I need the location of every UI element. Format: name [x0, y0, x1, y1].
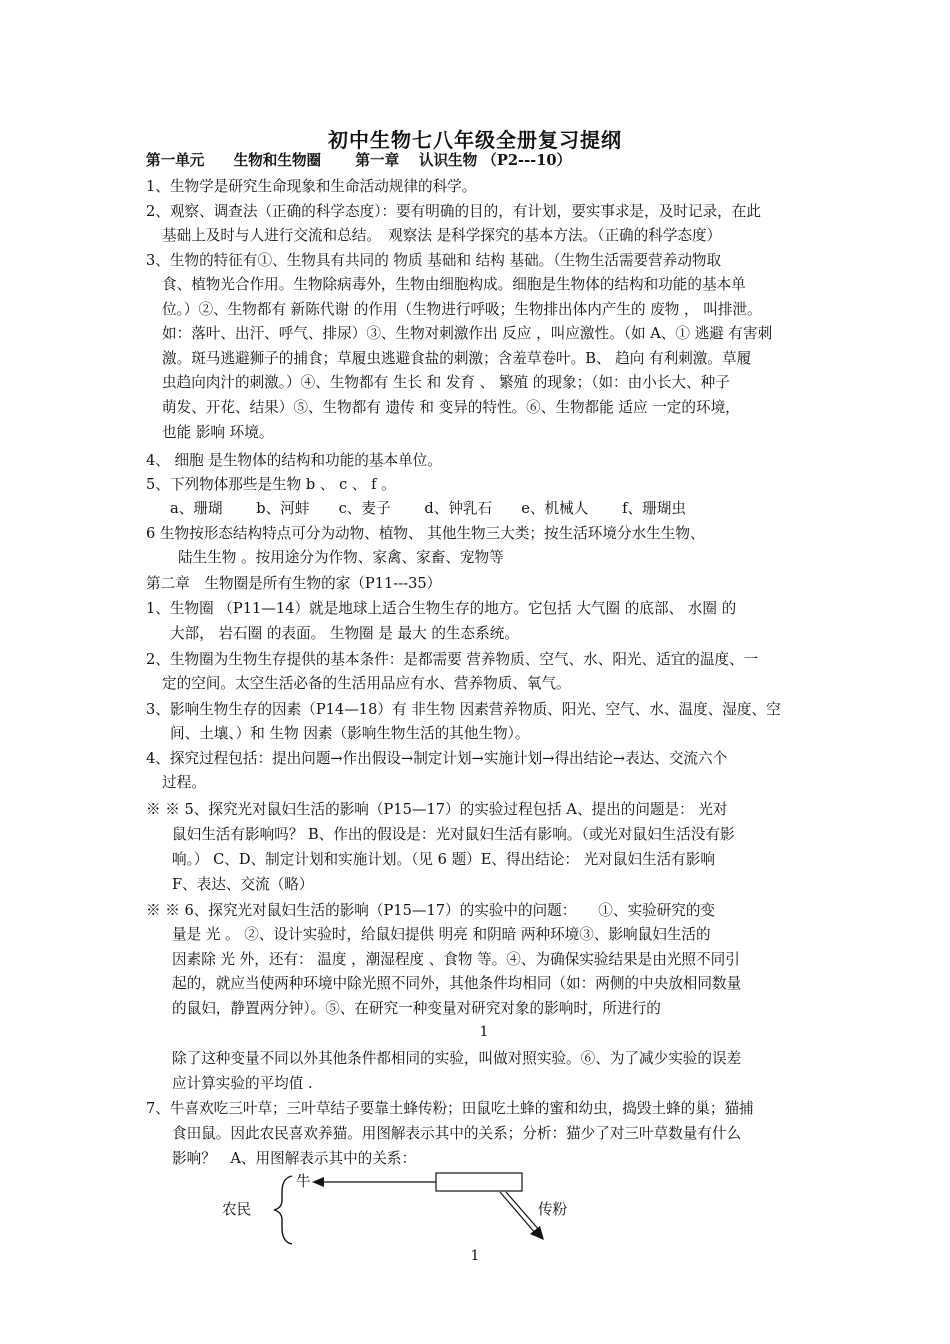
- text-line: 陆生生物 。按用途分为作物、家禽、家畜、宠物等: [178, 549, 504, 566]
- chapter-heading: 第二章 生物圈是所有生物的家（P11---35）: [146, 575, 442, 592]
- text-line: F、表达、交流（略）: [172, 876, 314, 893]
- text-line: 起的，就应当使两种环境中除光照不同外，其他条件均相同（如：两侧的中央放相同数量: [172, 975, 742, 992]
- unit-heading: 第一单元 生物和生物圈 第一章 认识生物 （P2---10）: [146, 152, 572, 169]
- text-line: 食田鼠。因此农民喜欢养猫。用图解表示其中的关系；分析：猫少了对三叶草数量有什么: [172, 1125, 742, 1142]
- document-title: 初中生物七八年级全册复习提纲: [328, 128, 622, 152]
- farmer-label: 农民: [222, 1201, 252, 1218]
- arrow-line: [500, 1192, 536, 1234]
- text-line: 5、下列物体那些是生物 b 、 c 、 f 。: [146, 476, 396, 493]
- text-line: 3、影响生物生存的因素（P14—18）有 非生物 因素营养物质、阳光、空气、水、温度、湿度、空: [146, 701, 781, 718]
- text-line: 1、生物学是研究生命现象和生命活动规律的科学。: [146, 178, 477, 195]
- arrowhead-icon: [312, 1177, 324, 1187]
- text-line: ※ ※ 5、探究光对鼠妇生活的影响（P15—17）的实验过程包括 A、提出的问题是： 光对: [146, 801, 728, 818]
- text-line: ※ ※ 6、探究光对鼠妇生活的影响（P15—17）的实验中的问题： ①、实验研究的变: [146, 902, 716, 919]
- brace-shape: [274, 1176, 292, 1244]
- text-line: 基础上及时与人进行交流和总结。 观察法 是科学探究的基本方法。（正确的科学态度）: [162, 227, 722, 244]
- text-line: 萌发、开花、结果）⑤、生物都有 遗传 和 变异的特性。⑥、生物都能 适应 一定的环境，: [162, 399, 740, 416]
- text-line: 过程。: [162, 774, 206, 791]
- text-line: 量是 光 。 ②、设计实验时，给鼠妇提供 明亮 和阴暗 两种环境③、影响鼠妇生活的: [172, 926, 711, 943]
- text-line: 的鼠妇，静置两分钟）。⑤、在研究一种变量对研究对象的影响时，所进行的: [172, 1000, 661, 1017]
- text-line: 食、植物光合作用。生物除病毒外，生物由细胞构成。细胞是生物体的结构和功能的基本单: [162, 276, 746, 293]
- text-line: 3、生物的特征有①、生物具有共同的 物质 基础和 结构 基础。（生物生活需要营养动物取: [146, 252, 722, 269]
- text-line: 6 生物按形态结构特点可分为动物、植物、 其他生物三大类；按生活环境分水生生物、: [146, 525, 705, 542]
- text-line: 影响？ A、用图解表示其中的关系：: [172, 1150, 417, 1167]
- text-line: 大部， 岩石圈 的表面。 生物圈 是 最大 的生态系统。: [170, 625, 519, 642]
- text-line: 激。斑马逃避狮子的捕食；草履虫逃避食盐的刺激；含羞草卷叶。B、 趋向 有利刺激。草履: [162, 350, 752, 367]
- text-line: 7、牛喜欢吃三叶草；三叶草结子要靠土蜂传粉；田鼠吃土蜂的蜜和幼虫，捣毁土蜂的巢；猫捕: [146, 1100, 754, 1117]
- text-line: 应计算实验的平均值 .: [172, 1075, 313, 1092]
- arrow-line: [506, 1192, 540, 1231]
- text-line: 定的空间。太空生活必备的生活用品应有水、营养物质、氧气。: [162, 675, 571, 692]
- text-line: 除了这种变量不同以外其他条件都相同的实验，叫做对照实验。⑥、为了减少实验的误差: [172, 1050, 742, 1067]
- text-line: 2、观察、调查法（正确的科学态度）：要有明确的目的，有计划，要实事求是，及时记录，在此: [146, 203, 761, 220]
- footer-page-number: 1: [470, 1248, 480, 1264]
- text-line: 因素除 光 外，还有： 温度 ，潮湿程度 、食物 等。④、为确保实验结果是由光照不同引: [172, 951, 740, 968]
- food-relationship-diagram: [200, 1168, 620, 1248]
- pollination-label: 传粉: [538, 1201, 568, 1218]
- blank-box: [436, 1173, 522, 1191]
- cow-label: 牛: [296, 1173, 311, 1190]
- text-line: 间、土壤、）和 生物 因素（影响生物生活的其他生物）。: [170, 725, 530, 742]
- text-line: 位。）②、生物都有 新陈代谢 的作用（生物进行呼吸；生物排出体内产生的 废物 ， 叫排泄。: [162, 301, 762, 318]
- text-line: 如：落叶、出汗、呼气、排尿）③、生物对刺激作出 反应 ，叫应激性。（如 A、① 逃避 有害刺: [162, 325, 773, 342]
- text-line: 也能 影响 环境。: [162, 424, 274, 441]
- text-line: 4、 细胞 是生物体的结构和功能的基本单位。: [146, 452, 442, 469]
- text-line: a、珊瑚 b、河蚌 c、麦子 d、钟乳石 e、机械人 f、珊瑚虫: [170, 500, 686, 517]
- text-line: 2、生物圈为生物生存提供的基本条件：是都需要 营养物质、空气、水、阳光、适宜的温度、一: [146, 651, 759, 668]
- text-line: 1、生物圈 （P11—14）就是地球上适合生物生存的地方。它包括 大气圈 的底部、 水圈 的: [146, 600, 737, 617]
- text-line: 响。） C、D、制定计划和实施计划。（见 6 题）E、得出结论： 光对鼠妇生活有影响: [172, 851, 715, 868]
- text-line: 鼠妇生活有影响吗？ B、作出的假设是：光对鼠妇生活有影响。（或光对鼠妇生活没有影: [172, 826, 735, 843]
- text-line: 4、探究过程包括：提出问题→作出假设→制定计划→实施计划→得出结论→表达、交流六个: [146, 750, 728, 767]
- text-line: 虫趋向肉汁的刺激。）④、生物都有 生长 和 发育 、 繁殖 的现象；（如：由小长大、种子: [162, 374, 730, 391]
- page-number: 1: [479, 1024, 489, 1040]
